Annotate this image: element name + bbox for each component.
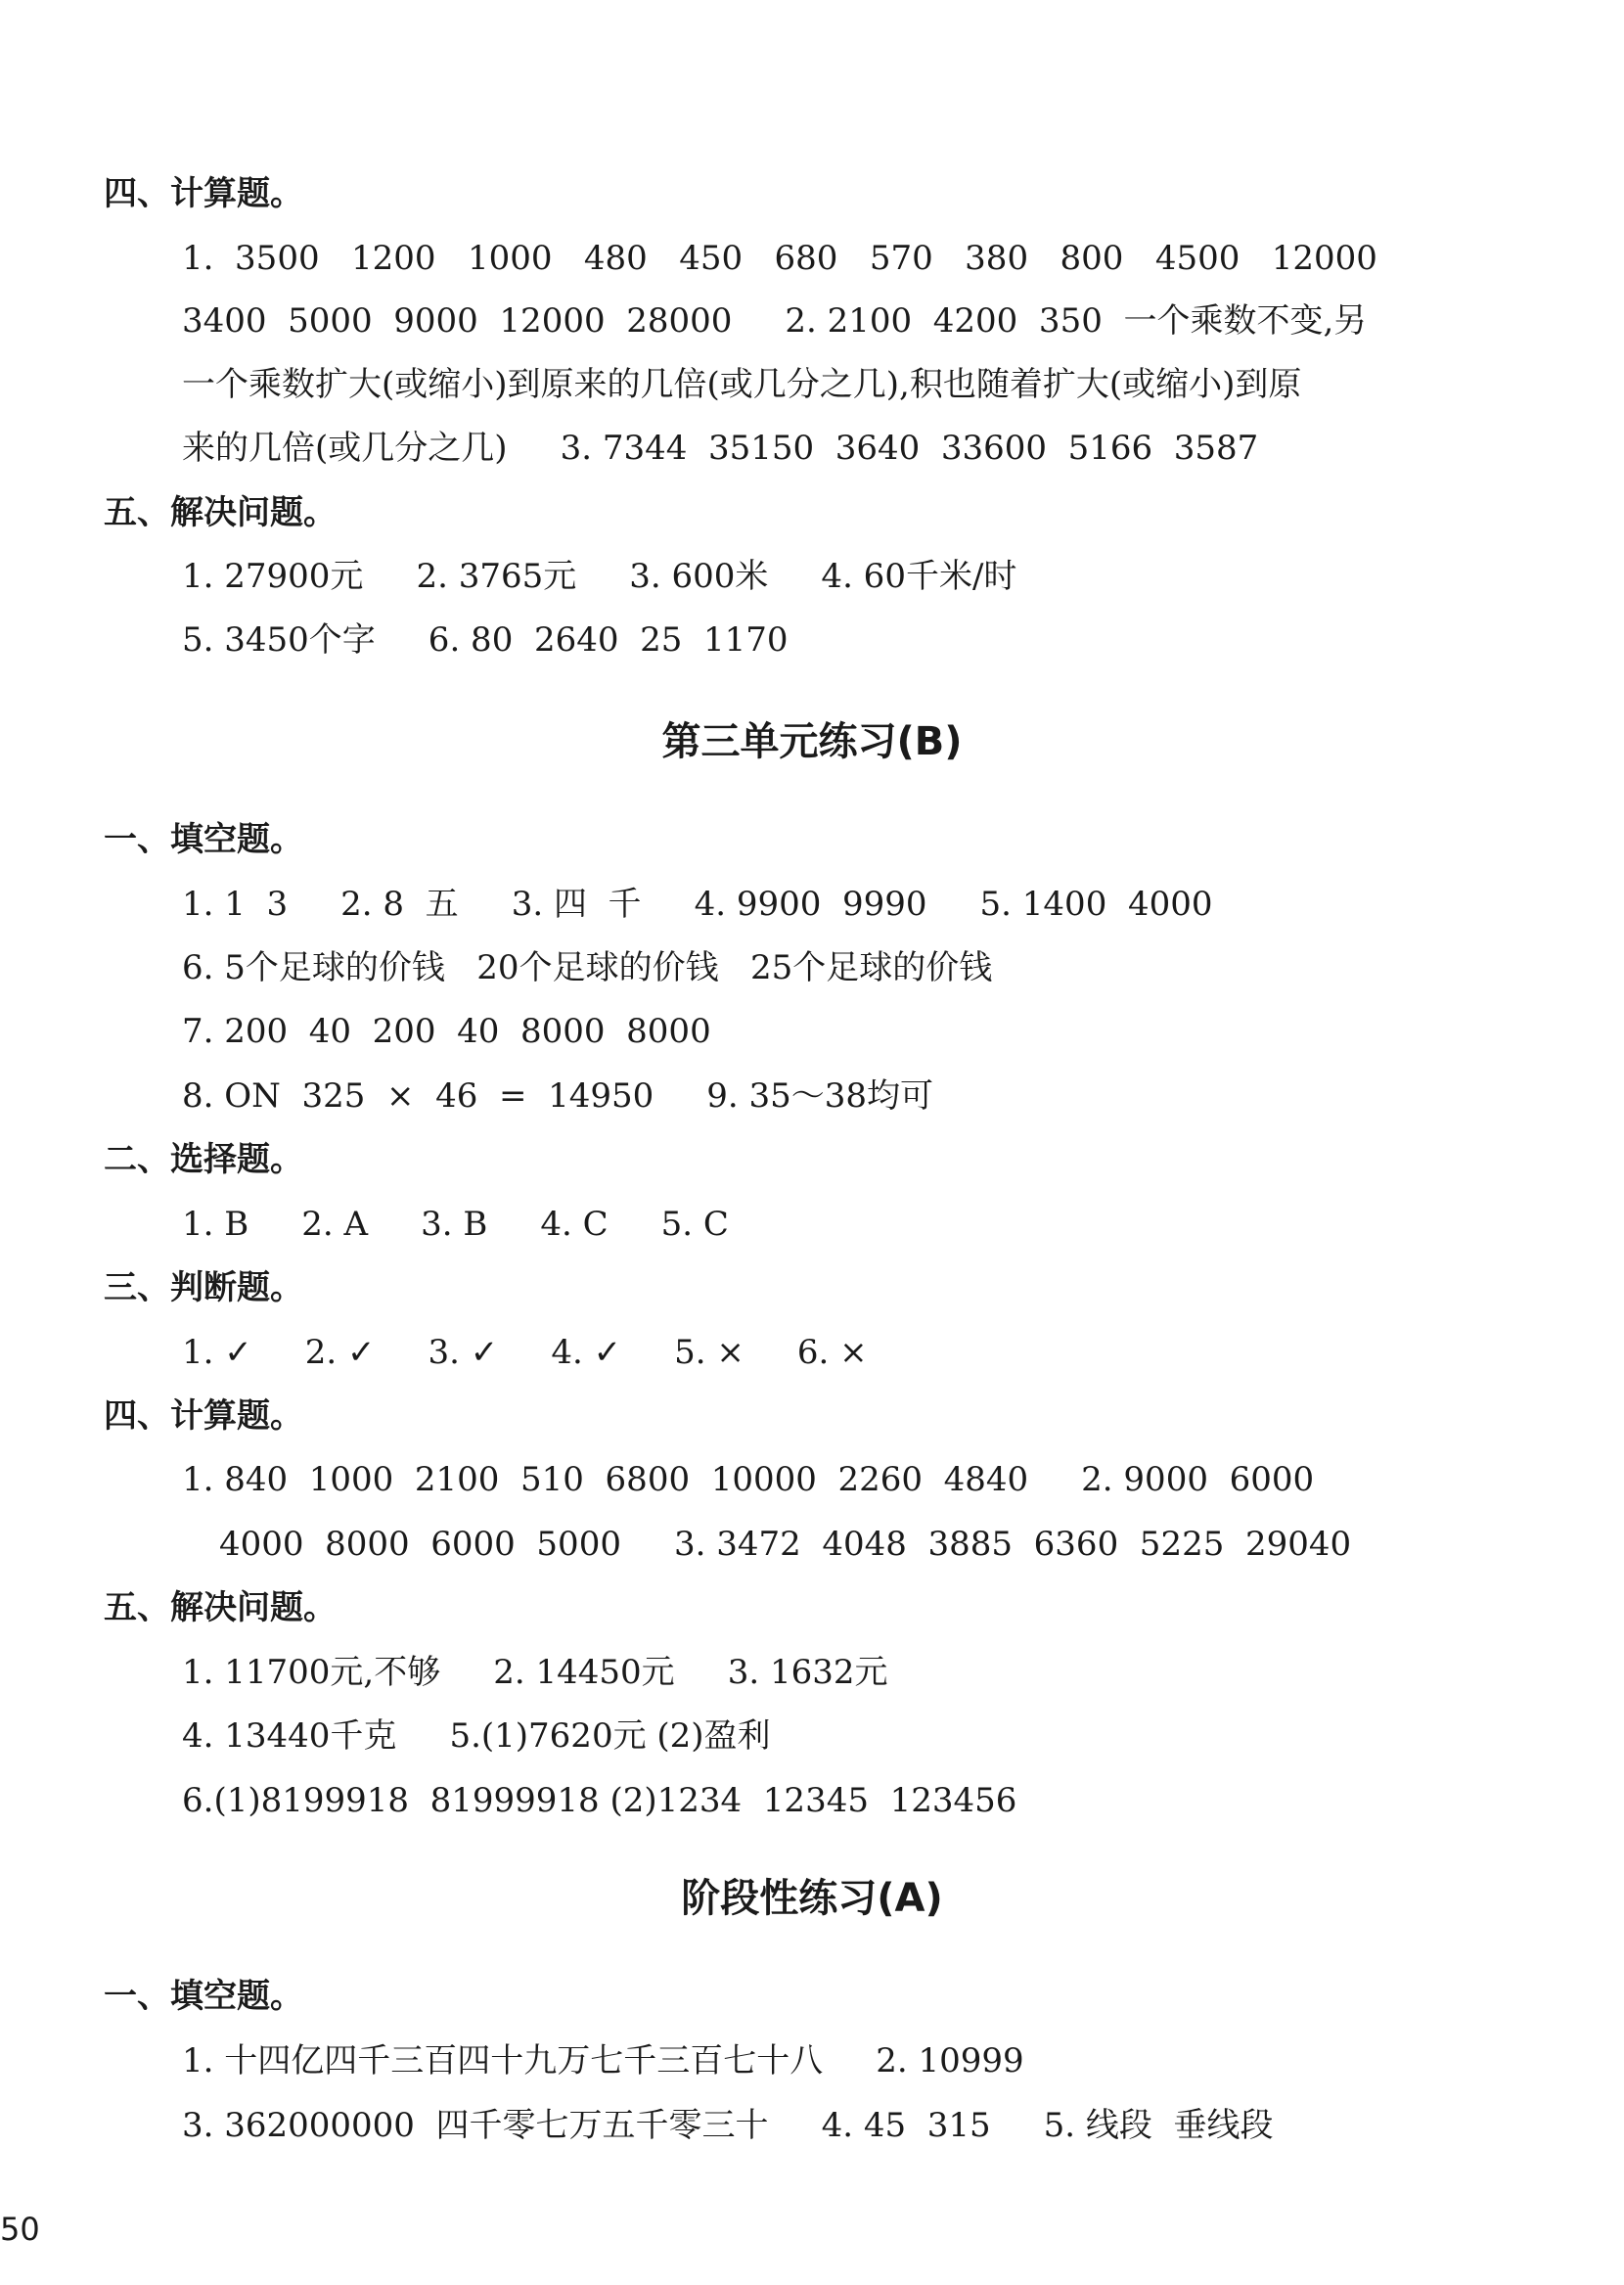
unit-title: 阶段性练习(A) xyxy=(681,1876,943,1921)
answer-line: 1. 十四亿四千三百四十九万七千三百七十八 2. 10999 xyxy=(182,2041,1024,2080)
answer-line: 3400 5000 9000 12000 28000 2. 2100 4200 350 一个乘数不变,另 xyxy=(182,301,1368,341)
section-heading: 四、计算题。 xyxy=(104,1396,303,1436)
answer-line: 1. 840 1000 2100 510 6800 10000 2260 4840 2. 9000 6000 xyxy=(182,1460,1315,1499)
section-heading: 一、填空题。 xyxy=(104,820,303,859)
answer-line: 6.(1)8199918 81999918 (2)1234 12345 123456 xyxy=(182,1781,1017,1820)
answer-line: 6. 5个足球的价钱 20个足球的价钱 25个足球的价钱 xyxy=(182,948,993,987)
section-heading: 三、判断题。 xyxy=(104,1268,303,1307)
section-heading: 四、计算题。 xyxy=(104,174,303,213)
answer-line: 1. 1 3 2. 8 五 3. 四 千 4. 9900 9990 5. 1400 4000 xyxy=(182,885,1213,924)
answer-line: 7. 200 40 200 40 8000 8000 xyxy=(182,1012,711,1051)
answer-line: 1. 11700元,不够 2. 14450元 3. 1632元 xyxy=(182,1653,888,1692)
answer-line: 来的几倍(或几分之几) 3. 7344 35150 3640 33600 5166 3587 xyxy=(182,429,1259,468)
section-heading: 一、填空题。 xyxy=(104,1977,303,2016)
answer-line: 1. 3500 1200 1000 480 450 680 570 380 800 4500 12000 xyxy=(182,239,1377,278)
page-number: 50 xyxy=(0,2211,40,2248)
answer-line: 1. B 2. A 3. B 4. C 5. C xyxy=(182,1205,729,1244)
unit-title: 第三单元练习(B) xyxy=(661,719,963,764)
answer-line: 一个乘数扩大(或缩小)到原来的几倍(或几分之几),积也随着扩大(或缩小)到原 xyxy=(182,365,1302,404)
section-heading: 五、解决问题。 xyxy=(104,493,337,532)
answer-line: 1. 27900元 2. 3765元 3. 600米 4. 60千米/时 xyxy=(182,557,1017,596)
answer-line: 4000 8000 6000 5000 3. 3472 4048 3885 6360 5225 29040 xyxy=(219,1525,1352,1564)
answer-line: 3. 362000000 四千零七万五千零三十 4. 45 315 5. 线段 垂线段 xyxy=(182,2106,1274,2145)
section-heading: 二、选择题。 xyxy=(104,1140,303,1179)
answer-line: 5. 3450个字 6. 80 2640 25 1170 xyxy=(182,620,789,660)
answer-line: 8. ON 325 × 46 = 14950 9. 35～38均可 xyxy=(182,1076,934,1116)
answer-line: 4. 13440千克 5.(1)7620元 (2)盈利 xyxy=(182,1716,771,1756)
section-heading: 五、解决问题。 xyxy=(104,1588,337,1627)
answer-line: 1. ✓ 2. ✓ 3. ✓ 4. ✓ 5. × 6. × xyxy=(182,1333,868,1372)
